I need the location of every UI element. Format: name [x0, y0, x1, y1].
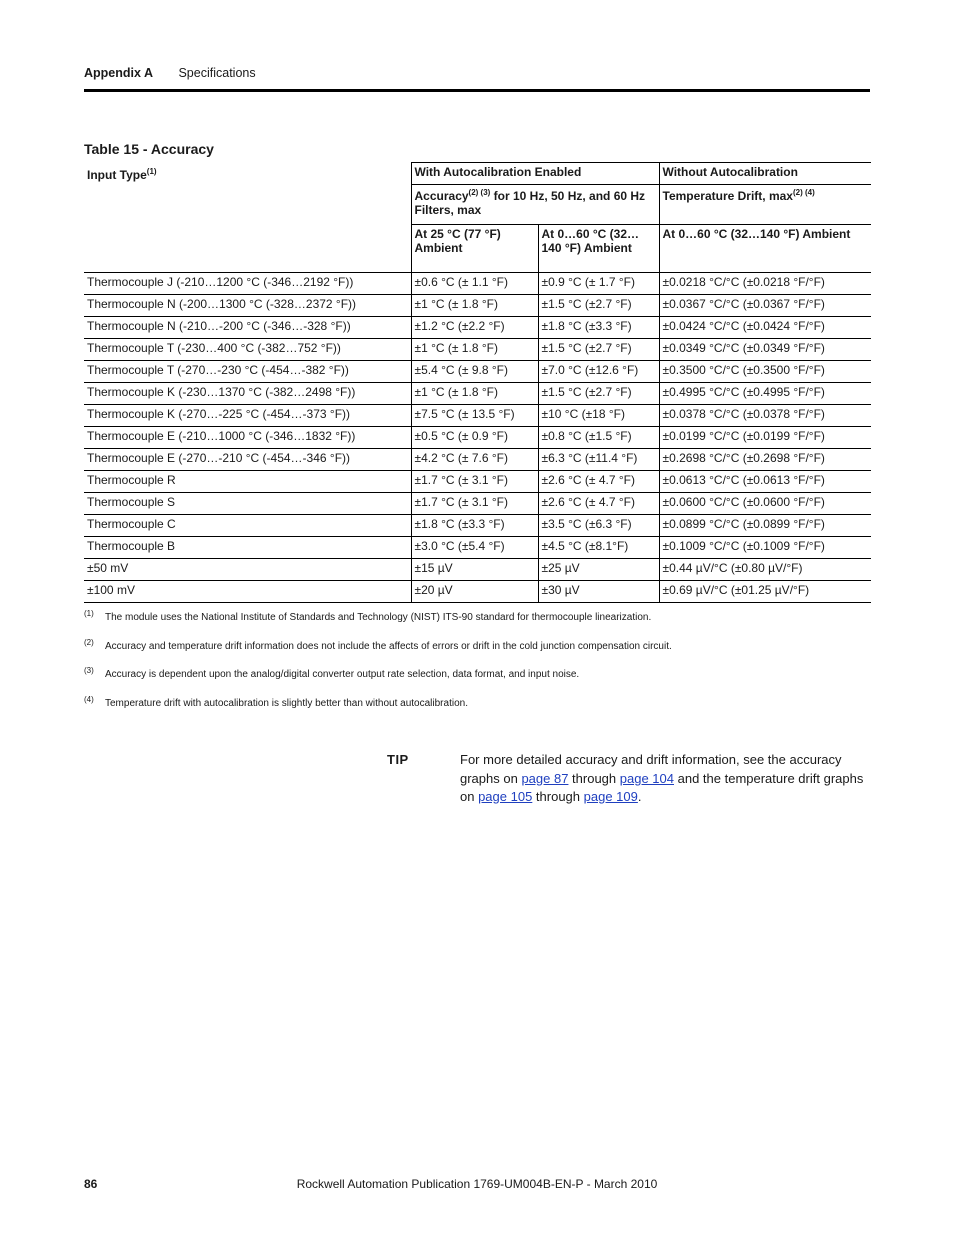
accuracy-25c-cell: ±1 °C (± 1.8 °F)	[411, 339, 538, 361]
accuracy-0-60c-cell: ±10 °C (±18 °F)	[538, 405, 659, 427]
footnote-number: (1)	[84, 609, 94, 618]
with-autocal-header: With Autocalibration Enabled	[411, 163, 659, 185]
accuracy-0-60c-cell: ±1.5 °C (±2.7 °F)	[538, 383, 659, 405]
footnote-text: Temperature drift with autocalibration is slightly better than without autocalibration.	[105, 697, 468, 709]
accuracy-0-60c-cell: ±0.9 °C (± 1.7 °F)	[538, 273, 659, 295]
table-row	[84, 449, 871, 471]
input-type-cell: Thermocouple N (-210…-200 °C (-346…-328 °F))	[84, 317, 411, 339]
accuracy-header-text: Accuracy	[414, 189, 469, 203]
tip-text-3: and the temperature drift graphs on	[460, 770, 864, 804]
accuracy-0-60c-cell: ±2.6 °C (± 4.7 °F)	[538, 493, 659, 515]
accuracy-25c-cell: ±0.6 °C (± 1.1 °F)	[411, 273, 538, 295]
table-row	[84, 361, 871, 383]
tip-text-5: .	[637, 789, 642, 804]
table-row	[84, 295, 871, 317]
footnote	[84, 611, 870, 640]
input-type-cell: ±50 mV	[84, 559, 411, 581]
table-row	[84, 339, 871, 361]
accuracy-0-60c-cell: ±1.8 °C (±3.3 °F)	[538, 317, 659, 339]
input-type-header	[84, 163, 411, 273]
input-type-cell: Thermocouple T (-230…400 °C (-382…752 °F))	[84, 339, 411, 361]
link-page-109[interactable]: page 109	[583, 789, 638, 804]
table-row	[84, 427, 871, 449]
link-page-104[interactable]: page 104	[619, 770, 674, 786]
input-type-cell: Thermocouple E (-210…1000 °C (-346…1832 °F))	[84, 427, 411, 449]
accuracy-25c-cell: ±1.8 °C (±3.3 °F)	[411, 515, 538, 537]
table-row	[84, 471, 871, 493]
publication-footer: Rockwell Automation Publication 1769-UM004B-EN-P - March 2010	[296, 1177, 658, 1191]
appendix-label: Appendix A	[84, 66, 153, 80]
tip-text-4: through	[532, 789, 584, 804]
temp-drift-cell: ±0.0613 °C/°C (±0.0613 °F/°F)	[659, 471, 871, 493]
header-rule	[84, 89, 870, 92]
accuracy-25c-cell: ±5.4 °C (± 9.8 °F)	[411, 361, 538, 383]
temp-drift-cell: ±0.0424 °C/°C (±0.0424 °F/°F)	[659, 317, 871, 339]
accuracy-0-60c-cell: ±1.5 °C (±2.7 °F)	[538, 295, 659, 317]
input-type-cell: Thermocouple J (-210…1200 °C (-346…2192 °F))	[84, 273, 411, 295]
input-type-header-text: Input Type	[87, 167, 147, 182]
table-row	[84, 537, 871, 559]
table-row	[84, 581, 871, 603]
accuracy-25c-cell: ±20 µV	[411, 581, 538, 603]
accuracy-header	[411, 185, 659, 225]
temp-drift-footnote-ref: (2) (4)	[792, 188, 815, 197]
temp-drift-cell: ±0.3500 °C/°C (±0.3500 °F/°F)	[659, 361, 871, 383]
accuracy-25c-cell: ±0.5 °C (± 0.9 °F)	[411, 427, 538, 449]
accuracy-25c-cell: ±3.0 °C (±5.4 °F)	[411, 537, 538, 559]
tip-text	[460, 751, 872, 807]
input-type-cell: Thermocouple C	[84, 515, 411, 537]
accuracy-table-body	[84, 273, 871, 603]
accuracy-footnote-ref: (2) (3)	[468, 188, 491, 197]
temp-drift-cell: ±0.0199 °C/°C (±0.0199 °F/°F)	[659, 427, 871, 449]
link-page-87[interactable]: page 87	[521, 770, 569, 786]
accuracy-25c-cell: ±1.2 °C (±2.2 °F)	[411, 317, 538, 339]
temp-drift-cell: ±0.4995 °C/°C (±0.4995 °F/°F)	[659, 383, 871, 405]
accuracy-0-60c-cell: ±2.6 °C (± 4.7 °F)	[538, 471, 659, 493]
accuracy-25c-cell: ±7.5 °C (± 13.5 °F)	[411, 405, 538, 427]
temp-drift-cell: ±0.2698 °C/°C (±0.2698 °F/°F)	[659, 449, 871, 471]
section-title: Specifications	[178, 66, 256, 80]
accuracy-0-60c-cell: ±25 µV	[538, 559, 659, 581]
running-header	[84, 66, 256, 80]
accuracy-25c-cell: ±1 °C (± 1.8 °F)	[411, 295, 538, 317]
accuracy-0-60c-cell: ±0.8 °C (±1.5 °F)	[538, 427, 659, 449]
at-0-60c-header: At 0…60 °C (32…140 °F) Ambient	[538, 225, 659, 273]
accuracy-25c-cell: ±1 °C (± 1.8 °F)	[411, 383, 538, 405]
accuracy-table	[84, 162, 871, 603]
tip-label: TIP	[387, 752, 409, 767]
footnote-text: The module uses the National Institute of Standards and Technology (NIST) ITS-90 standard for thermocouple linearization.	[105, 612, 652, 623]
footnote-number: (4)	[84, 694, 94, 704]
page-number: 86	[84, 1177, 98, 1191]
input-type-cell: Thermocouple E (-270…-210 °C (-454…-346 °F))	[84, 449, 411, 471]
accuracy-0-60c-cell: ±4.5 °C (±8.1°F)	[538, 537, 659, 559]
without-autocal-header: Without Autocalibration	[659, 163, 871, 185]
input-type-cell: ±100 mV	[84, 581, 411, 603]
table-row	[84, 493, 871, 515]
accuracy-0-60c-cell: ±30 µV	[538, 581, 659, 603]
tip-text-2: through	[568, 770, 620, 786]
footnote-text: Accuracy is dependent upon the analog/digital converter output rate selection, data format, and input noise.	[105, 669, 580, 680]
temp-drift-cell: ±0.0378 °C/°C (±0.0378 °F/°F)	[659, 405, 871, 427]
accuracy-0-60c-cell: ±3.5 °C (±6.3 °F)	[538, 515, 659, 537]
footnote	[84, 637, 870, 669]
accuracy-25c-cell: ±15 µV	[411, 559, 538, 581]
accuracy-0-60c-cell: ±1.5 °C (±2.7 °F)	[538, 339, 659, 361]
footnote	[84, 668, 870, 697]
footnote-number: (2)	[84, 637, 94, 647]
table-caption: Table 15 - Accuracy	[84, 141, 214, 157]
input-type-cell: Thermocouple K (-230…1370 °C (-382…2498 °F))	[84, 383, 411, 405]
input-type-cell: Thermocouple B	[84, 537, 411, 559]
input-type-cell: Thermocouple T (-270…-230 °C (-454…-382 °F))	[84, 361, 411, 383]
temp-drift-cell: ±0.44 µV/°C (±0.80 µV/°F)	[659, 559, 871, 581]
footnote-text: Accuracy and temperature drift information does not include the affects of errors or drift in the cold junction compensation circuit.	[105, 640, 672, 652]
input-type-footnote-ref: (1)	[146, 166, 157, 176]
drift-ambient-header: At 0…60 °C (32…140 °F) Ambient	[659, 225, 871, 273]
accuracy-25c-cell: ±4.2 °C (± 7.6 °F)	[411, 449, 538, 471]
table-row	[84, 515, 871, 537]
footnote-number: (3)	[84, 666, 94, 675]
footnotes	[84, 611, 870, 725]
temp-drift-cell: ±0.0218 °C/°C (±0.0218 °F/°F)	[659, 273, 871, 295]
input-type-cell: Thermocouple K (-270…-225 °C (-454…-373 °F))	[84, 405, 411, 427]
table-row	[84, 559, 871, 581]
temp-drift-header	[659, 185, 871, 225]
temp-drift-cell: ±0.0600 °C/°C (±0.0600 °F/°F)	[659, 493, 871, 515]
accuracy-0-60c-cell: ±7.0 °C (±12.6 °F)	[538, 361, 659, 383]
link-page-105[interactable]: page 105	[478, 789, 533, 804]
tip-text-1: For more detailed accuracy and drift information, see the accuracy graphs on	[460, 752, 842, 786]
temp-drift-cell: ±0.1009 °C/°C (±0.1009 °F/°F)	[659, 537, 871, 559]
input-type-cell: Thermocouple R	[84, 471, 411, 493]
table-row	[84, 383, 871, 405]
table-row	[84, 405, 871, 427]
temp-drift-header-text: Temperature Drift, max	[662, 189, 793, 203]
accuracy-25c-cell: ±1.7 °C (± 3.1 °F)	[411, 471, 538, 493]
input-type-cell: Thermocouple N (-200…1300 °C (-328…2372 °F))	[84, 295, 411, 317]
footnote	[84, 694, 870, 726]
table-row	[84, 273, 871, 295]
accuracy-25c-cell: ±1.7 °C (± 3.1 °F)	[411, 493, 538, 515]
temp-drift-cell: ±0.0899 °C/°C (±0.0899 °F/°F)	[659, 515, 871, 537]
temp-drift-cell: ±0.69 µV/°C (±01.25 µV/°F)	[659, 581, 871, 603]
at-25c-header: At 25 °C (77 °F) Ambient	[411, 225, 538, 273]
accuracy-header-suffix: for 10 Hz, 50 Hz, and 60 Hz Filters, max	[414, 189, 646, 217]
temp-drift-cell: ±0.0367 °C/°C (±0.0367 °F/°F)	[659, 295, 871, 317]
input-type-cell: Thermocouple S	[84, 493, 411, 515]
temp-drift-cell: ±0.0349 °C/°C (±0.0349 °F/°F)	[659, 339, 871, 361]
table-row	[84, 317, 871, 339]
accuracy-0-60c-cell: ±6.3 °C (±11.4 °F)	[538, 449, 659, 471]
